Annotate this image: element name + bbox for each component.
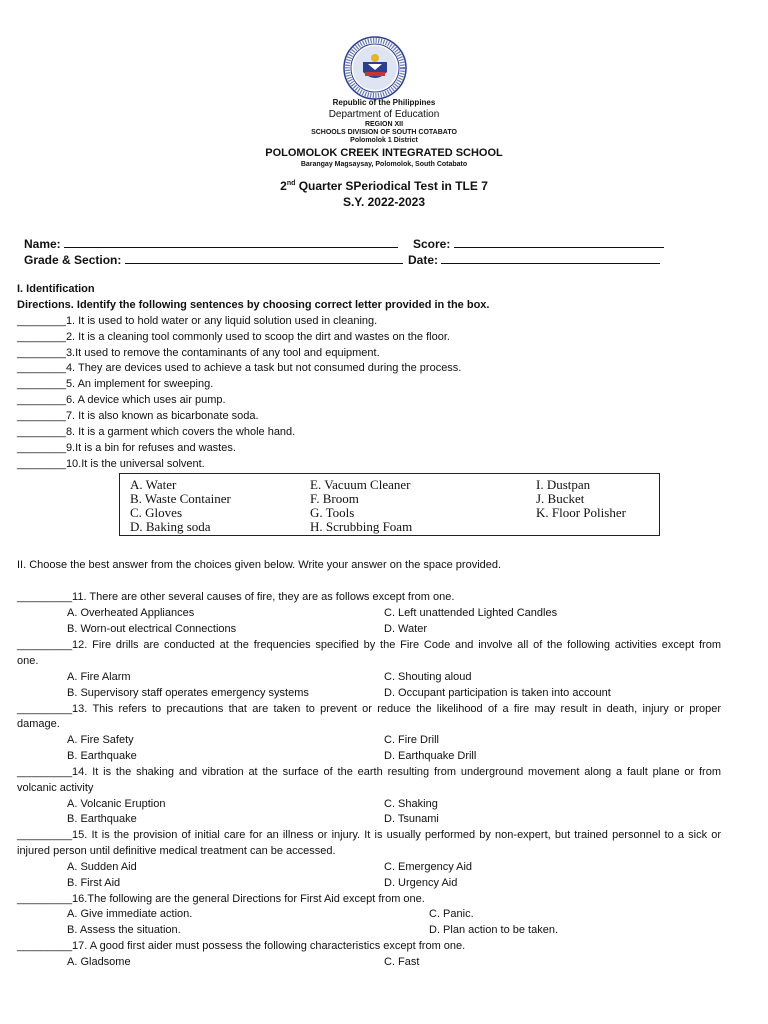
score-label: Score: [413, 237, 451, 251]
grade-section-field[interactable] [24, 252, 403, 267]
q15-option-d: D. Urgency Aid [384, 877, 458, 889]
grade-section-blank[interactable] [125, 252, 403, 264]
q16-option-d: D. Plan action to be taken. [429, 924, 559, 936]
q13-stem-line2: damage. [17, 718, 60, 730]
q14-option-d: D. Tsunami [384, 813, 439, 825]
choice-d: D. Baking soda [130, 519, 211, 534]
q14-option-c: C. Shaking [384, 798, 438, 810]
item-6: ________6. A device which uses air pump. [17, 394, 226, 406]
q13-option-d: D. Earthquake Drill [384, 750, 477, 762]
part1-directions: Directions. Identify the following sentences by choosing correct letter provided in the box. [17, 299, 490, 311]
q12-stem-line1: _________12. Fire drills are conducted at the frequencies specified by the Fire Code and involve all of the following activities except from [17, 639, 721, 651]
department-line: Department of Education [328, 109, 440, 120]
q15-option-a: A. Sudden Aid [67, 861, 137, 873]
test-title [0, 179, 768, 193]
q16-option-c: C. Panic. [429, 908, 474, 920]
item-2: ________2. It is a cleaning tool commonly used to scoop the dirt and wastes on the floor. [17, 331, 450, 343]
name-label: Name: [24, 237, 61, 251]
date-field[interactable] [408, 252, 660, 267]
item-3: ________3.It used to remove the contaminants of any tool and equipment. [17, 347, 380, 359]
item-9: ________9.It is a bin for refuses and wastes. [17, 442, 236, 454]
name-blank[interactable] [64, 236, 398, 248]
q12-option-d: D. Occupant participation is taken into account [384, 687, 611, 699]
q12-option-a: A. Fire Alarm [67, 671, 131, 683]
item-8: ________8. It is a garment which covers the whole hand. [17, 426, 296, 438]
title-text: Quarter SPeriodical Test in TLE 7 [295, 179, 488, 193]
school-year: S.Y. 2022-2023 [342, 195, 426, 209]
q15-stem-line2: injured person until definitive medical treatment can be accessed. [17, 845, 336, 857]
q15-option-c: C. Emergency Aid [384, 861, 473, 873]
title-superscript: nd [286, 180, 296, 187]
q16-stem: _________16.The following are the general Directions for First Aid except from one. [17, 893, 425, 905]
q17-stem: _________17. A good first aider must possess the following characteristics except from one. [17, 940, 466, 952]
deped-seal-icon [343, 36, 407, 100]
item-4: ________4. They are devices used to achieve a task but not consumed during the process. [17, 362, 462, 374]
q12-option-c: C. Shouting aloud [384, 671, 472, 683]
q17-option-a: A. Gladsome [67, 956, 131, 968]
q12-stem-line2: one. [17, 655, 39, 667]
q13-stem-line1: _________13. This refers to precautions that are taken to prevent or reduce the likelihood of a fire may result in death, injury or proper [17, 703, 721, 715]
q11-option-a: A. Overheated Appliances [67, 607, 195, 619]
score-field[interactable] [413, 236, 664, 251]
choice-b: B. Waste Container [130, 491, 231, 506]
item-10: ________10.It is the universal solvent. [17, 458, 205, 470]
choice-k: K. Floor Polisher [536, 505, 626, 520]
choice-g: G. Tools [310, 505, 355, 520]
q17-option-c: C. Fast [384, 956, 420, 968]
district-line: Polomolok 1 District [350, 137, 418, 144]
choice-f: F. Broom [310, 491, 359, 506]
item-5: ________5. An implement for sweeping. [17, 378, 214, 390]
q16-option-b: B. Assess the situation. [67, 924, 181, 936]
q13-option-b: B. Earthquake [67, 750, 137, 762]
part2-directions: II. Choose the best answer from the choices given below. Write your answer on the space provided. [17, 559, 502, 571]
choice-a: A. Water [130, 477, 177, 492]
q14-stem-line1: _________14. It is the shaking and vibration at the surface of the earth resulting from underground movement along a fault plane or from [17, 766, 721, 778]
choice-i: I. Dustpan [536, 477, 591, 492]
school-address: Barangay Magsaysay, Polomolok, South Cotabato [300, 161, 468, 168]
choice-j: J. Bucket [536, 491, 585, 506]
title-number: 2 [280, 179, 287, 193]
choice-c: C. Gloves [130, 505, 182, 520]
choice-h: H. Scrubbing Foam [310, 519, 413, 534]
q16-option-a: A. Give immediate action. [67, 908, 193, 920]
name-field[interactable] [24, 236, 398, 251]
score-blank[interactable] [454, 236, 664, 248]
q14-option-a: A. Volcanic Eruption [67, 798, 166, 810]
q14-option-b: B. Earthquake [67, 813, 137, 825]
q11-option-b: B. Worn-out electrical Connections [67, 623, 237, 635]
choice-e: E. Vacuum Cleaner [310, 477, 411, 492]
date-label: Date: [408, 253, 439, 267]
q14-stem-line2: volcanic activity [17, 782, 94, 794]
q13-option-a: A. Fire Safety [67, 734, 134, 746]
part1-heading: I. Identification [17, 283, 95, 295]
republic-line: Republic of the Philippines [332, 98, 436, 107]
division-line: SCHOOLS DIVISION OF SOUTH COTABATO [311, 129, 457, 136]
q11-option-c: C. Left unattended Lighted Candles [384, 607, 558, 619]
q15-stem-line1: _________15. It is the provision of initial care for an illness or injury. It is usually performed by non-expert, but trained personnel to a sick or [17, 829, 721, 841]
item-1: ________1. It is used to hold water or any liquid solution used in cleaning. [17, 315, 378, 327]
q12-option-b: B. Supervisory staff operates emergency systems [67, 687, 309, 699]
school-name: POLOMOLOK CREEK INTEGRATED SCHOOL [265, 147, 503, 159]
region-line: REGION XII [364, 121, 404, 128]
q15-option-b: B. First Aid [67, 877, 121, 889]
item-7: ________7. It is also known as bicarbonate soda. [17, 410, 259, 422]
grade-section-label: Grade & Section: [24, 253, 122, 267]
date-blank[interactable] [441, 252, 660, 264]
q11-stem: _________11. There are other several causes of fire, they are as follows except from one. [17, 591, 455, 603]
q11-option-d: D. Water [384, 623, 427, 635]
q13-option-c: C. Fire Drill [384, 734, 439, 746]
